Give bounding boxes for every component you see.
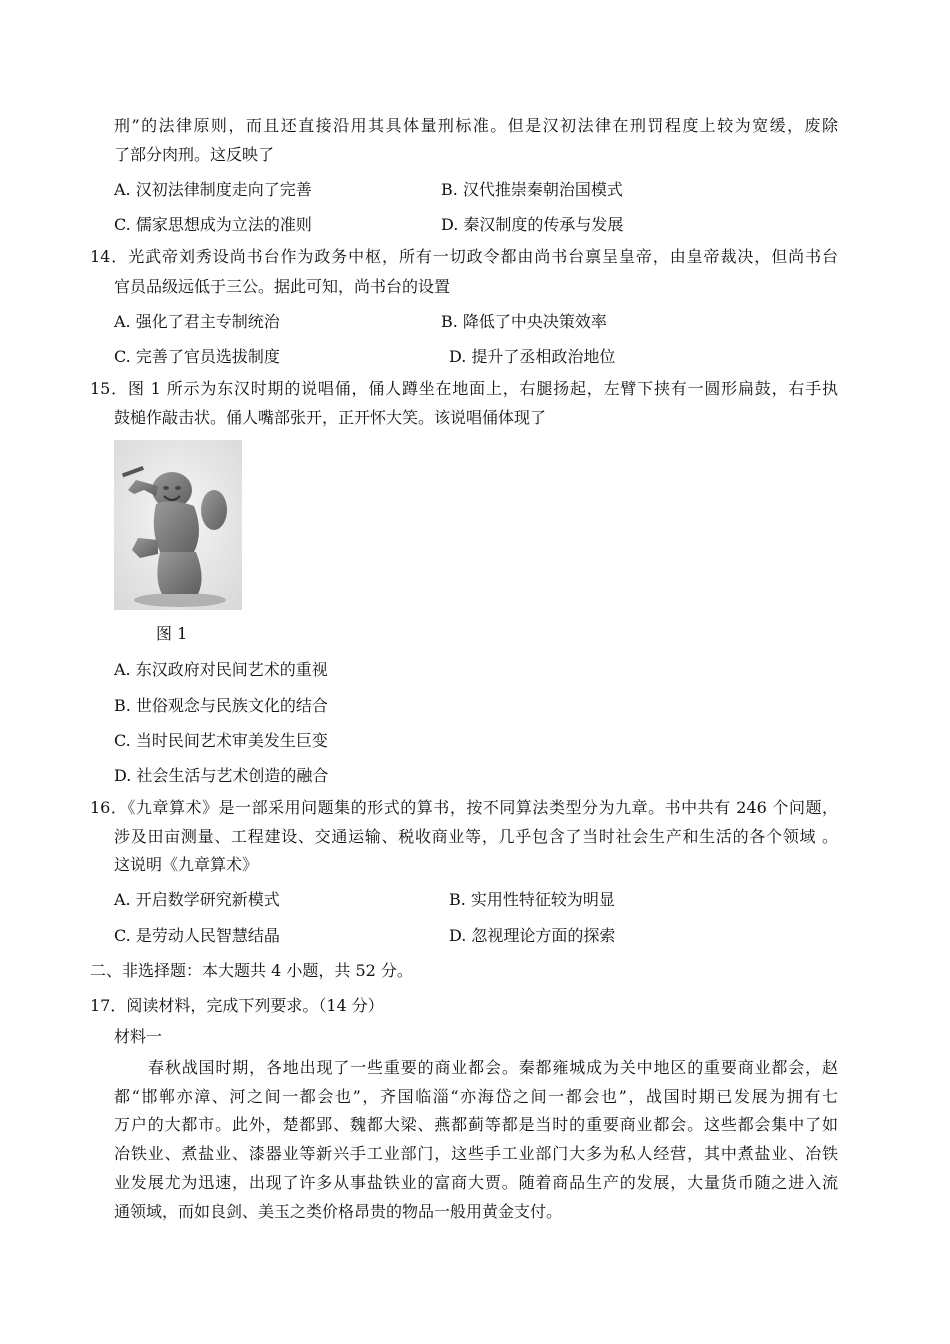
q14-stem-line2: 官员品级远低于三公。据此可知，尚书台的设置: [114, 277, 451, 296]
q15-option-c: C. 当时民间艺术审美发生巨变: [114, 731, 328, 750]
material-paragraph-line: 都“邯郸亦漳、河之间一都会也”，齐国临淄“亦海岱之间一都会也”，战国时期已发展为拥有七: [114, 1087, 838, 1106]
q14-option-b: B. 降低了中央决策效率: [441, 312, 607, 331]
q16-option-b: B. 实用性特征较为明显: [449, 890, 615, 909]
q13-option-a: A. 汉初法律制度走向了完善: [114, 180, 312, 199]
q13-option-b: B. 汉代推崇秦朝治国模式: [441, 180, 623, 199]
q14-option-d: D. 提升了丞相政治地位: [449, 347, 616, 366]
q16-stem-line3: 这说明《九章算术》: [114, 855, 259, 874]
q14-option-c: C. 完善了官员选拔制度: [114, 347, 280, 366]
figurine-photo: [114, 440, 242, 610]
q16-stem-line2: 涉及田亩测量、工程建设、交通运输、税收商业等，几乎包含了当时社会生产和生活的各个领域 。: [114, 827, 838, 846]
q13-continuation-line1: 刑”的法律原则，而且还直接沿用其具体量刑标准。但是汉初法律在刑罚程度上较为宽缓，废除: [114, 116, 838, 135]
material-paragraph-line: 业发展尤为迅速，出现了许多从事盐铁业的富商大贾。随着商品生产的发展，大量货币随之进入流: [114, 1173, 838, 1192]
material-paragraph-line: 冶铁业、煮盐业、漆器业等新兴手工业部门，这些手工业部门大多为私人经营，其中煮盐业、冶铁: [114, 1144, 838, 1163]
q16-option-c: C. 是劳动人民智慧结晶: [114, 926, 280, 945]
q15-stem-line2: 鼓槌作敲击状。俑人嘴部张开，正开怀大笑。该说唱俑体现了: [114, 408, 547, 427]
storyteller-figurine-image: [114, 440, 242, 610]
q16-option-d: D. 忽视理论方面的探索: [449, 926, 616, 945]
material-paragraph-line: 春秋战国时期，各地出现了一些重要的商业都会。秦都雍城成为关中地区的重要商业都会，赵: [148, 1058, 838, 1077]
figure-caption: 图 1: [156, 624, 188, 643]
q17-stem: 17．阅读材料，完成下列要求。（14 分）: [90, 996, 384, 1015]
q16-stem-line1: 16．《九章算术》是一部采用问题集的形式的算书，按不同算法类型分为九章。书中共有 246 个问题，: [90, 798, 838, 817]
q14-stem-line1: 14．光武帝刘秀设尚书台作为政务中枢，所有一切政令都由尚书台禀呈皇帝，由皇帝裁决，但尚书台: [90, 247, 838, 266]
q15-option-a: A. 东汉政府对民间艺术的重视: [114, 660, 328, 679]
q13-option-c: C. 儒家思想成为立法的准则: [114, 215, 312, 234]
q16-option-a: A. 开启数学研究新模式: [114, 890, 280, 909]
q15-stem-line1: 15．图 1 所示为东汉时期的说唱俑，俑人蹲坐在地面上，右腿扬起，左臂下挟有一圆形扁鼓，右手执: [90, 379, 838, 398]
q13-continuation-line2: 了部分肉刑。这反映了: [114, 145, 275, 164]
q14-option-a: A. 强化了君主专制统治: [114, 312, 280, 331]
section2-heading: 二、非选择题：本大题共 4 小题，共 52 分。: [90, 961, 413, 980]
q15-option-d: D. 社会生活与艺术创造的融合: [114, 766, 329, 785]
q15-option-b: B. 世俗观念与民族文化的结合: [114, 696, 328, 715]
q13-option-d: D. 秦汉制度的传承与发展: [441, 215, 624, 234]
material-paragraph-line: 通领域，而如良剑、美玉之类价格昂贵的物品一般用黄金支付。: [114, 1202, 563, 1221]
material-label: 材料一: [114, 1027, 163, 1046]
material-paragraph-line: 万户的大都市。此外，楚都郢、魏都大梁、燕都蓟等都是当时的重要商业都会。这些都会集中了如: [114, 1115, 838, 1134]
